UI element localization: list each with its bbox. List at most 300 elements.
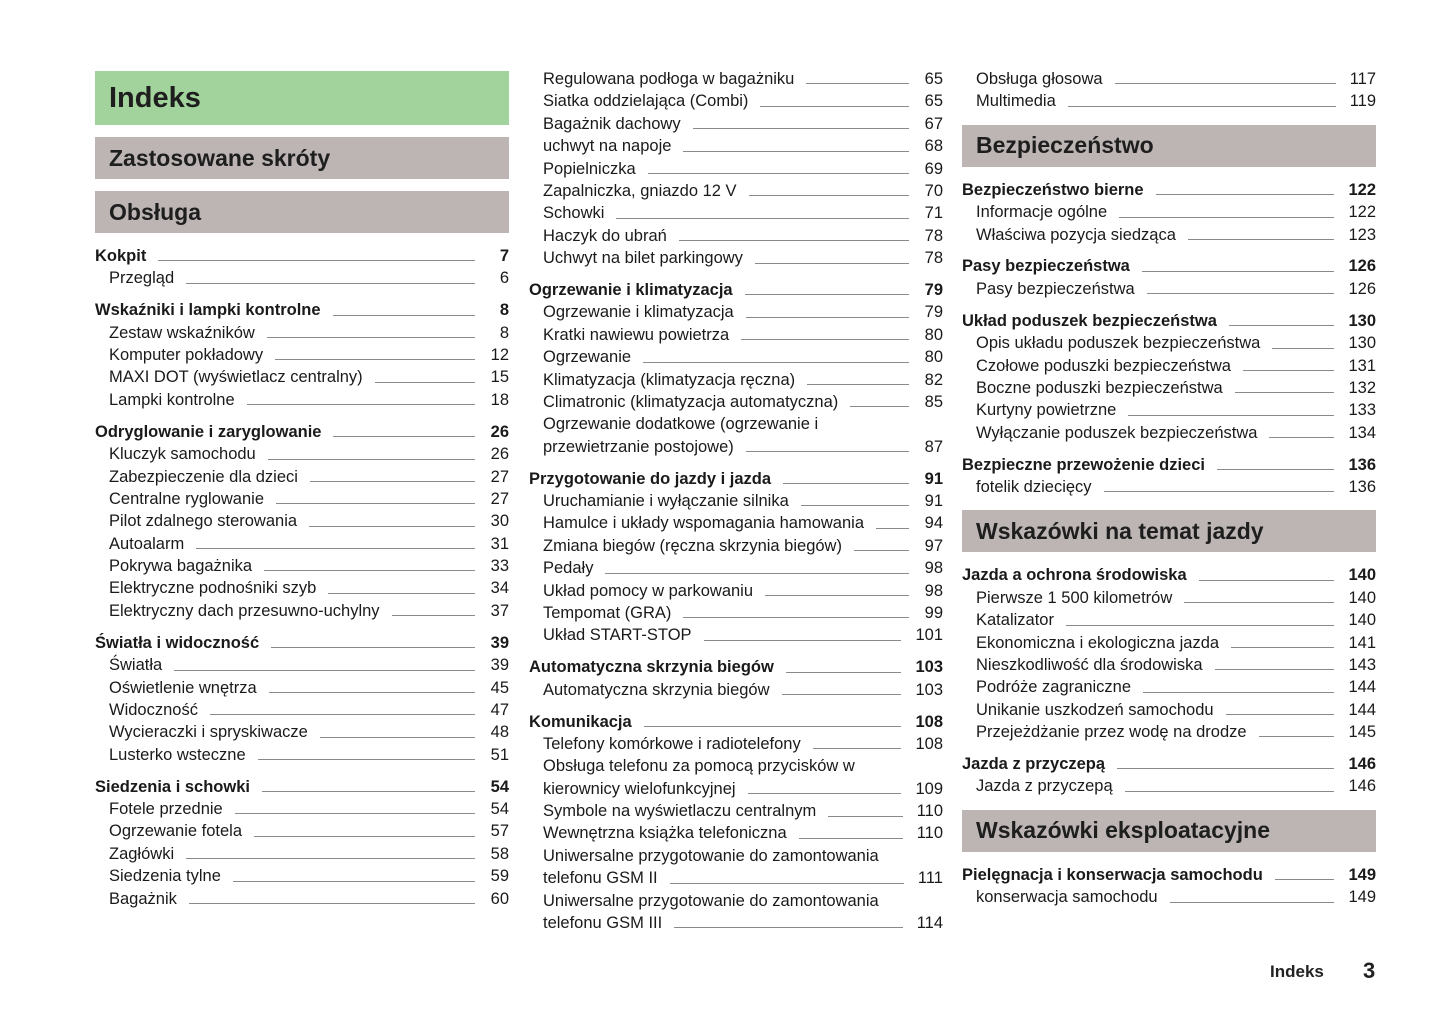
leader-line [748,793,902,794]
leader-line [189,903,475,904]
entry-page-number: 27 [490,489,509,508]
index-entry[interactable] [529,180,943,202]
leader-line [605,573,909,574]
index-entry[interactable] [529,800,943,822]
leader-line [262,791,475,792]
entry-page-number: 101 [915,626,943,645]
entry-page-number: 111 [917,869,943,888]
entry-page-number: 141 [1348,633,1376,652]
index-heading[interactable] [529,468,943,490]
entry-page-number: 47 [490,700,509,719]
index-entry[interactable] [529,535,943,557]
index-entry[interactable] [529,624,943,646]
index-heading[interactable] [95,421,509,443]
leader-line [1229,325,1335,326]
leader-line [1142,271,1335,272]
entry-page-number: 130 [1348,334,1376,353]
index-heading[interactable] [95,299,509,321]
entry-title: Wyłączanie poduszek bezpieczeństwa [976,423,1258,442]
leader-line [1217,469,1334,470]
leader-line [267,337,475,338]
index-heading[interactable] [529,711,943,733]
leader-line [786,672,902,673]
index-entry[interactable] [962,278,1376,300]
index-heading[interactable] [95,245,509,267]
index-entry[interactable] [529,679,943,701]
index-group [962,564,1376,743]
leader-line [1143,692,1334,693]
entry-page-number: 39 [490,656,509,675]
entry-title: Kluczyk samochodu [109,445,256,464]
leader-line [1104,491,1335,492]
entry-page-number: 6 [499,269,509,288]
index-entry[interactable] [962,68,1376,90]
entry-page-number: 18 [490,390,509,409]
index-entry[interactable] [95,366,509,388]
entry-title: Centralne ryglowanie [109,489,265,508]
leader-line [196,548,475,549]
index-group [962,68,1376,113]
entry-title: Schowki [543,204,605,223]
index-group [529,656,943,701]
index-entry[interactable] [529,369,943,391]
index-entry[interactable] [95,577,509,599]
entry-title: Odryglowanie i zaryglowanie [95,422,322,441]
entry-title: Siedzenia tylne [109,867,221,886]
index-entry[interactable] [529,68,943,90]
index-entry[interactable] [95,888,509,910]
leader-line [1156,194,1335,195]
entry-page-number: 103 [915,658,943,677]
entry-title-line1[interactable]: Obsługa telefonu za pomocą przycisków w [543,757,855,776]
index-entry[interactable] [529,346,943,368]
leader-line [333,436,475,437]
entry-page-number: 110 [916,824,943,843]
entry-title: Pokrywa bagażnika [109,557,253,576]
leader-line [1272,348,1334,349]
entry-title: Bagażnik [109,889,177,908]
entry-page-number: 134 [1348,423,1376,442]
index-entry[interactable] [529,113,943,135]
entry-title: Siedzenia i schowki [95,777,250,796]
leader-line [375,382,475,383]
entry-title: Wskaźniki i lampki kontrolne [95,301,321,320]
entry-title: Nieszkodliwość dla środowiska [976,655,1203,674]
index-entry[interactable] [95,820,509,842]
entry-page-number: 79 [924,303,943,322]
entry-title: Przegląd [109,269,175,288]
entry-page-number: 31 [490,534,509,553]
entry-page-number: 78 [924,249,943,268]
entry-page-number: 60 [490,889,509,908]
entry-title: Informacje ogólne [976,203,1108,222]
entry-title: Uruchamianie i wyłączanie silnika [543,492,789,511]
leader-line [269,692,475,693]
leader-line [755,263,909,264]
index-entry[interactable] [529,324,943,346]
index-heading[interactable] [962,454,1376,476]
leader-line [644,726,902,727]
leader-line [309,526,475,527]
index-entry[interactable] [95,600,509,622]
index-heading[interactable] [962,864,1376,886]
entry-title: Symbole na wyświetlaczu centralnym [543,802,817,821]
leader-line [746,451,909,452]
index-entry[interactable] [529,90,943,112]
index-group [962,255,1376,300]
entry-page-number: 70 [924,181,943,200]
index-group [529,68,943,270]
leader-line [275,359,475,360]
index-entry[interactable] [95,555,509,577]
entry-page-number: 8 [499,323,509,342]
index-entry[interactable] [529,512,943,534]
index-entry[interactable] [962,377,1376,399]
leader-line [760,106,909,107]
index-heading[interactable] [529,279,943,301]
entry-page-number: 146 [1348,777,1376,796]
leader-line [1243,370,1335,371]
entry-title: Jazda z przyczepą [976,777,1113,796]
entry-page-number: 97 [924,536,943,555]
entry-page-number: 123 [1348,225,1376,244]
entry-title: telefonu GSM II [543,869,658,888]
entry-page-number: 98 [924,581,943,600]
index-column-2 [529,68,943,944]
section-banner: Obsługa [95,191,509,233]
index-entry[interactable] [529,580,943,602]
entry-title: Komunikacja [529,712,632,731]
index-entry[interactable] [962,609,1376,631]
leader-line [235,813,475,814]
index-entry[interactable] [95,865,509,887]
entry-title-line1[interactable]: Uniwersalne przygotowanie do zamontowania [543,891,879,910]
index-group [962,864,1376,909]
index-group [95,421,509,623]
index-entry[interactable] [962,775,1376,797]
index-entry[interactable] [962,632,1376,654]
leader-line [1115,83,1336,84]
entry-page-number: 79 [924,281,943,299]
index-column-3 [962,68,1376,918]
entry-title: Pierwsze 1 500 kilometrów [976,588,1173,607]
index-entry[interactable] [529,436,943,458]
entry-page-number: 7 [499,246,509,265]
entry-title: Pasy bezpieczeństwa [976,279,1135,298]
index-entry[interactable] [529,158,943,180]
index-entry[interactable] [95,843,509,865]
index-group [95,776,509,910]
entry-title: Obsługa głosowa [976,69,1103,88]
entry-title: Ogrzewanie i klimatyzacja [529,281,733,299]
section-banner: Zastosowane skróty [95,137,509,179]
page-number: 3 [1363,958,1376,983]
leader-line [1235,392,1335,393]
index-entry[interactable] [529,733,943,755]
entry-title: Światła i widoczność [95,633,260,652]
index-entry[interactable] [95,654,509,676]
index-group [529,279,943,458]
leader-line [320,737,475,738]
leader-line [1117,768,1334,769]
index-entry[interactable] [529,225,943,247]
index-group [529,711,943,935]
entry-title: Ekonomiczna i ekologiczna jazda [976,633,1220,652]
entry-page-number: 48 [490,723,509,742]
index-entry[interactable] [529,490,943,512]
entry-title-line1[interactable]: Ogrzewanie dodatkowe (ogrzewanie i [543,415,819,434]
entry-page-number: 144 [1348,678,1376,697]
leader-line [310,481,475,482]
entry-title: Przygotowanie do jazdy i jazda [529,469,772,488]
leader-line [264,570,475,571]
entry-page-number: 122 [1348,203,1376,222]
index-heading[interactable] [95,632,509,654]
leader-line [271,647,475,648]
index-entry[interactable] [962,587,1376,609]
index-entry[interactable] [95,510,509,532]
leader-line [1188,239,1335,240]
index-entry[interactable] [95,721,509,743]
entry-title: Lampki kontrolne [109,390,235,409]
entry-page-number: 82 [924,370,943,389]
index-entry[interactable] [962,886,1376,908]
index-entry[interactable] [529,823,943,845]
leader-line [1119,217,1334,218]
index-entry[interactable] [95,699,509,721]
index-heading[interactable] [962,753,1376,775]
leader-line [1068,106,1336,107]
entry-title: Komputer pokładowy [109,346,264,365]
leader-line [782,694,902,695]
index-entry[interactable] [962,332,1376,354]
index-group [95,299,509,411]
index-entry[interactable] [95,488,509,510]
leader-line [683,151,909,152]
index-entry[interactable] [529,301,943,323]
leader-line [746,317,909,318]
index-entry[interactable] [962,676,1376,698]
entry-title: Jazda a ochrona środowiska [962,566,1187,585]
index-entry[interactable] [962,721,1376,743]
entry-page-number: 54 [490,799,509,818]
leader-line [1125,791,1335,792]
index-entry[interactable] [95,533,509,555]
leader-line [1275,879,1335,880]
entry-title: Pasy bezpieczeństwa [962,257,1130,276]
index-heading[interactable] [962,564,1376,586]
entry-title: Multimedia [976,92,1056,111]
index-entry[interactable] [95,389,509,411]
entry-title: przewietrzanie postojowe) [543,437,734,456]
leader-line [679,240,909,241]
entry-title: Automatyczna skrzynia biegów [543,680,770,699]
index-entry[interactable] [962,399,1376,421]
index-entry[interactable] [95,267,509,289]
entry-page-number: 126 [1348,279,1376,298]
entry-title: Oświetlenie wnętrza [109,678,257,697]
entry-page-number: 140 [1348,566,1376,585]
entry-title: konserwacja samochodu [976,888,1158,907]
index-heading[interactable] [95,776,509,798]
leader-line [333,315,475,316]
entry-page-number: 122 [1348,180,1376,199]
leader-line [276,503,475,504]
index-entry[interactable] [529,912,943,934]
leader-line [813,748,902,749]
entry-title: Ogrzewanie i klimatyzacja [543,303,734,322]
leader-line [210,714,475,715]
entry-title: Światła [109,656,163,675]
index-group [962,310,1376,444]
index-group [529,468,943,647]
leader-line [765,595,909,596]
leader-line [1066,625,1335,626]
leader-line [749,195,909,196]
index-heading[interactable] [962,255,1376,277]
entry-page-number: 58 [490,844,509,863]
entry-page-number: 117 [1349,69,1376,88]
index-entry[interactable] [95,443,509,465]
leader-line [801,505,909,506]
entry-page-number: 27 [490,467,509,486]
entry-page-number: 131 [1348,356,1376,375]
index-entry[interactable] [529,867,943,889]
entry-page-number: 71 [924,204,943,223]
entry-page-number: 108 [915,712,943,731]
index-group [962,179,1376,246]
leader-line [174,670,475,671]
index-heading[interactable] [962,179,1376,201]
entry-page-number: 119 [1349,92,1376,111]
leader-line [745,294,909,295]
entry-title: Ogrzewanie [543,348,632,367]
entry-title: Opis układu poduszek bezpieczeństwa [976,334,1261,353]
entry-page-number: 98 [924,559,943,578]
entry-page-number: 132 [1348,378,1376,397]
entry-title: Hamulce i układy wspomagania hamowania [543,514,865,533]
entry-page-number: 33 [490,557,509,576]
entry-title: uchwyt na napoje [543,137,672,156]
section-banner: Indeks [95,71,509,125]
entry-page-number: 80 [924,348,943,367]
entry-page-number: 80 [924,325,943,344]
entry-title: Zabezpieczenie dla dzieci [109,467,298,486]
entry-title: Bezpieczeństwo bierne [962,180,1144,199]
index-entry[interactable] [962,654,1376,676]
entry-page-number: 133 [1348,401,1376,420]
entry-page-number: 99 [924,603,943,622]
entry-page-number: 69 [924,159,943,178]
leader-line [247,404,475,405]
leader-line [392,615,475,616]
index-entry[interactable] [962,699,1376,721]
leader-line [693,128,909,129]
index-entry[interactable] [529,557,943,579]
entry-page-number: 54 [490,777,509,796]
entry-page-number: 8 [499,301,509,320]
leader-line [807,384,909,385]
entry-page-number: 130 [1348,311,1376,330]
index-entry[interactable] [529,778,943,800]
entry-title: Unikanie uszkodzeń samochodu [976,700,1214,719]
index-entry[interactable] [962,355,1376,377]
entry-page-number: 65 [924,69,943,88]
index-entry[interactable] [95,677,509,699]
leader-line [643,362,909,363]
index-entry[interactable] [529,202,943,224]
entry-page-number: 126 [1348,257,1376,276]
entry-page-number: 145 [1348,723,1376,742]
index-entry[interactable] [95,322,509,344]
entry-title-line1[interactable]: Uniwersalne przygotowanie do zamontowania [543,846,879,865]
entry-title: Widoczność [109,700,198,719]
entry-title: Autoalarm [109,534,185,553]
index-heading[interactable] [529,656,943,678]
entry-page-number: 114 [916,914,943,933]
index-heading[interactable] [962,310,1376,332]
index-entry[interactable] [529,135,943,157]
leader-line [158,260,475,261]
leader-line [186,858,475,859]
footer-section-label: Indeks [1270,962,1324,981]
section-banner: Wskazówki eksploatacyjne [962,810,1376,852]
leader-line [683,617,909,618]
index-group [95,245,509,290]
entry-title: Wycieraczki i spryskiwacze [109,723,308,742]
entry-page-number: 103 [915,680,943,699]
index-entry[interactable] [529,391,943,413]
index-entry[interactable] [95,744,509,766]
entry-title: MAXI DOT (wyświetlacz centralny) [109,368,363,387]
index-entry[interactable] [95,344,509,366]
leader-line [328,593,475,594]
leader-line [1231,647,1334,648]
leader-line [1128,415,1334,416]
entry-page-number: 140 [1348,611,1376,630]
entry-title: Bagażnik dachowy [543,114,681,133]
index-entry[interactable] [962,90,1376,112]
entry-title: Regulowana podłoga w bagażniku [543,69,795,88]
leader-line [1226,714,1335,715]
index-entry[interactable] [529,247,943,269]
entry-page-number: 67 [924,114,943,133]
entry-title: Elektryczne podnośniki szyb [109,579,317,598]
index-group [962,454,1376,499]
entry-title: Układ START-STOP [543,626,692,645]
entry-page-number: 85 [924,392,943,411]
entry-title: Podróże zagraniczne [976,678,1132,697]
leader-line [268,459,475,460]
leader-line [1170,902,1335,903]
entry-title: Fotele przednie [109,799,223,818]
leader-line [1269,437,1334,438]
entry-title: Automatyczna skrzynia biegów [529,658,774,677]
index-entry[interactable] [95,466,509,488]
leader-line [1147,293,1335,294]
index-entry[interactable] [95,798,509,820]
leader-line [876,528,909,529]
entry-page-number: 91 [924,492,943,511]
leader-line [1259,736,1335,737]
index-entry[interactable] [962,422,1376,444]
index-entry[interactable] [962,201,1376,223]
entry-title: Tempomat (GRA) [543,603,672,622]
index-entry[interactable] [962,224,1376,246]
section-banner: Bezpieczeństwo [962,125,1376,167]
index-entry[interactable] [529,602,943,624]
index-entry[interactable] [962,476,1376,498]
